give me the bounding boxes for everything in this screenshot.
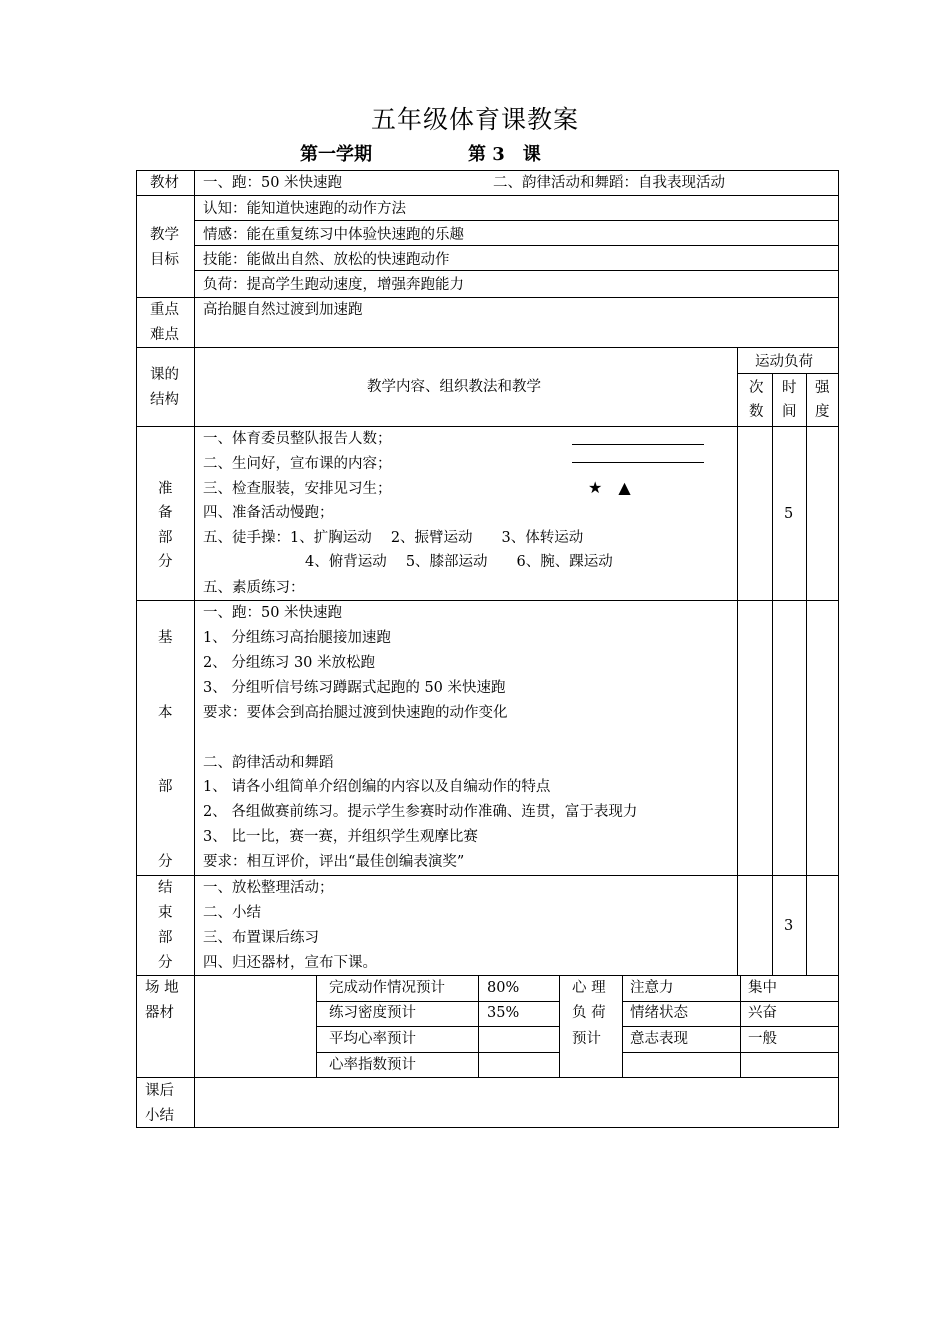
end-line: 三、布置课后练习 — [203, 930, 319, 946]
main-line: 3、 比一比，赛一赛，并组织学生观摩比赛 — [203, 829, 478, 845]
formation-line — [572, 444, 704, 445]
goal-skill: 技能：能做出自然、放松的快速跑动作 — [203, 252, 450, 268]
main-line: 2、 分组练习 30 米放松跑 — [203, 655, 376, 671]
prep-line: 五、素质练习： — [203, 580, 305, 596]
duration-header: 间 — [782, 404, 797, 420]
goals-label: 目标 — [150, 252, 179, 268]
intensity-header: 强 — [815, 380, 830, 396]
goals-label: 教学 — [150, 227, 179, 243]
end-line: 四、归还器材，宣布下课。 — [203, 955, 377, 971]
psych-label: 注意力 — [630, 980, 674, 996]
summary-label: 小结 — [145, 1108, 174, 1124]
main-line: 2、 各组做赛前练习。提示学生参赛时动作准确、连贯，富于表现力 — [203, 804, 638, 820]
structure-label: 课的 — [150, 367, 179, 383]
times-header: 次 — [749, 380, 764, 396]
prep-line: 三、检查服装，安排见习生； — [203, 481, 392, 497]
material-label: 教材 — [150, 175, 179, 191]
prep-duration: 5 — [784, 506, 794, 522]
intensity-header: 度 — [815, 404, 830, 420]
formation-line — [572, 462, 704, 463]
venue-label: 器材 — [145, 1005, 174, 1021]
duration-header: 时 — [782, 380, 797, 396]
psych-label: 情绪状态 — [630, 1005, 688, 1021]
prep-section-label: 分 — [158, 554, 173, 570]
end-line: 一、放松整理活动； — [203, 880, 334, 896]
end-section-label: 部 — [158, 930, 173, 946]
lesson-number: 第 3 课 — [468, 144, 541, 165]
prep-line: 4、俯背运动 5、膝部运动 6、腕、踝运动 — [305, 554, 613, 570]
load-header: 运动负荷 — [755, 354, 813, 370]
goal-cognition: 认知：能知道快速跑的动作方法 — [203, 201, 406, 217]
stat-label: 心率指数预计 — [329, 1057, 416, 1073]
material-item-2: 二、韵律活动和舞蹈：自我表现活动 — [493, 175, 725, 191]
stat-label: 练习密度预计 — [329, 1005, 416, 1021]
stat-value: 80% — [487, 980, 520, 996]
prep-section-label: 备 — [158, 505, 173, 521]
stat-label: 完成动作情况预计 — [329, 980, 445, 996]
main-section-label: 本 — [158, 705, 173, 721]
end-line: 二、小结 — [203, 905, 261, 921]
stat-value: 35% — [487, 1005, 520, 1021]
summary-label: 课后 — [145, 1083, 174, 1099]
main-line: 二、韵律活动和舞蹈 — [203, 755, 334, 771]
main-line: 1、 请各小组简单介绍创编的内容以及自编动作的特点 — [203, 779, 551, 795]
psych-load-label: 预计 — [572, 1031, 601, 1047]
prep-section-label: 准 — [158, 481, 173, 497]
key-points-label: 重点 — [150, 302, 179, 318]
venue-label: 场 地 — [145, 980, 179, 996]
main-section-label: 部 — [158, 779, 173, 795]
goal-emotion: 情感：能在重复练习中体验快速跑的乐趣 — [203, 227, 464, 243]
psych-load-label: 负 荷 — [572, 1005, 606, 1021]
psych-load-label: 心 理 — [572, 980, 606, 996]
prep-section-label: 部 — [158, 530, 173, 546]
end-section-label: 束 — [158, 905, 173, 921]
main-line: 3、 分组听信号练习蹲踞式起跑的 50 米快速跑 — [203, 680, 506, 696]
structure-label: 结构 — [150, 392, 179, 408]
psych-value: 一般 — [748, 1031, 777, 1047]
main-section-label: 基 — [158, 630, 173, 646]
semester-label: 第一学期 — [300, 144, 372, 165]
end-duration: 3 — [784, 918, 794, 934]
main-section-label: 分 — [158, 854, 173, 870]
main-line: 要求：要体会到高抬腿过渡到快速跑的动作变化 — [203, 705, 508, 721]
main-line: 1、 分组练习高抬腿接加速跑 — [203, 630, 391, 646]
material-item-1: 一、跑：50 米快速跑 — [203, 175, 343, 191]
prep-line: 五、徒手操：1、扩胸运动 2、振臂运动 3、体转运动 — [203, 530, 584, 546]
end-section-label: 分 — [158, 955, 173, 971]
end-section-label: 结 — [158, 880, 173, 896]
psych-value: 兴奋 — [748, 1005, 777, 1021]
psych-value: 集中 — [748, 980, 777, 996]
main-line: 一、跑：50 米快速跑 — [203, 605, 343, 621]
formation-symbols: ★ ▲ — [588, 478, 631, 497]
prep-line: 四、准备活动慢跑； — [203, 505, 334, 521]
stat-label: 平均心率预计 — [329, 1031, 416, 1047]
prep-line: 一、体育委员整队报告人数； — [203, 431, 392, 447]
prep-line: 二、生问好，宣布课的内容； — [203, 456, 392, 472]
content-header: 教学内容、组织教法和教学 — [367, 379, 541, 395]
goal-load: 负荷：提高学生跑动速度，增强奔跑能力 — [203, 277, 464, 293]
psych-label: 意志表现 — [630, 1031, 688, 1047]
main-line: 要求：相互评价，评出“最佳创编表演奖” — [203, 854, 465, 870]
key-points-text: 高抬腿自然过渡到加速跑 — [203, 302, 363, 318]
times-header: 数 — [749, 404, 764, 420]
document-title: 五年级体育课教案 — [370, 105, 579, 134]
key-points-label: 难点 — [150, 327, 179, 343]
